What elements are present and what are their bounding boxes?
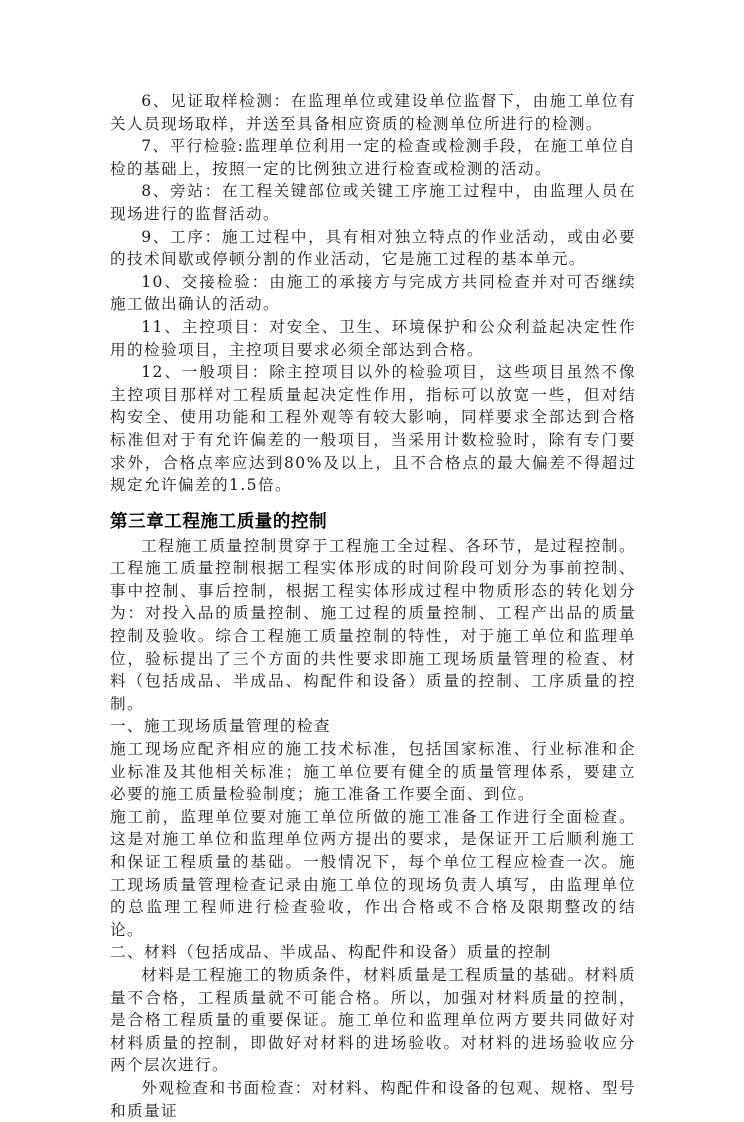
definition-7: 7、平行检验:监理单位利用一定的检查或检测手段，在施工单位自检的基础上，按照一定的比例独立进行检查或检测的活动。 <box>110 137 636 178</box>
definition-10: 10、交接检验：由施工的承接方与完成方共同检查并对可否继续施工做出确认的活动。 <box>110 272 636 314</box>
section-2-title: 二、材料（包括成品、半成品、构配件和设备）质量的控制 <box>110 943 552 962</box>
section-1-title: 一、施工现场质量管理的检查 <box>110 717 331 736</box>
definition-11: 11、主控项目：对安全、卫生、环境保护和公众利益起决定性作用的检验项目，主控项目要求必须全部达到合格。 <box>110 317 636 359</box>
definition-12: 12、一般项目：除主控项目以外的检验项目，这些项目虽然不像主控项目那样对工程质量起决定性作用，指标可以放宽一些，但对结构安全、使用功能和工程外观等有较大影响，同样要求全部达到合格标准但对于有允许偏差的一般项目，当采用计数检验时，除有专门要求外，合格点率应达到80%及以上，且不合格点的最大偏差不得超过规定允许偏差的1.5倍。 <box>110 363 636 495</box>
section-1-paragraph: 施工前，监理单位要对施工单位所做的施工准备工作进行全面检查。这是对施工单位和监理单位两方提出的要求，是保证开工后顺利施工和保证工程质量的基础。一般情况下，每个单位工程应检查一次。施工现场质量管理检查记录由施工单位的现场负责人填写，由监理单位的总监理工程师进行检查验收，作出合格或不合格及限期整改的结论。 <box>110 807 636 939</box>
section-2-paragraph: 外观检查和书面检查：对材料、构配件和设备的包观、规格、型号和质量证 <box>110 1078 636 1120</box>
chapter-intro: 工程施工质量控制贯穿于工程施工全过程、各环节，是过程控制。工程施工质量控制根据工程实体形成的时间阶段可划分为事前控制、事中控制、事后控制，根据工程实体形成过程中物质形态的转化划分为：对投入品的质量控制、施工过程的质量控制、工程产出品的质量控制及验收。综合工程施工质量控制的特性，对于施工单位和监理单位，验标提出了三个方面的共性要求即施工现场质量管理的检查、材料（包括成品、半成品、构配件和设备）质量的控制、工序质量的控制。 <box>110 536 636 713</box>
chapter-title: 第三章工程施工质量的控制 <box>110 511 328 532</box>
section-2-paragraph: 材料是工程施工的物质条件，材料质量是工程质量的基础。材料质量不合格，工程质量就不可能合格。所以，加强对材料质量的控制，是合格工程质量的重要保证。施工单位和监理单位两方要共同做好对材料质量的控制，即做好对材料的进场验收。对材料的进场验收应分两个层次进行。 <box>110 965 636 1075</box>
document-page <box>110 90 636 1122</box>
definition-8: 8、旁站：在工程关键部位或关键工序施工过程中，由监理人员在现场进行的监督活动。 <box>110 182 636 223</box>
definition-9: 9、工序：施工过程中，具有相对独立特点的作业活动，或由必要的技术间歇或停顿分割的作业活动，它是施工过程的基本单元。 <box>110 227 636 269</box>
section-1-paragraph: 施工现场应配齐相应的施工技术标准，包括国家标准、行业标准和企业标准及其他相关标准；施工单位要有健全的质量管理体系，要建立必要的施工质量检验制度；施工准备工作要全面、到位。 <box>110 740 636 804</box>
definition-6: 6、见证取样检测：在监理单位或建设单位监督下，由施工单位有关人员现场取样，并送至具备相应资质的检测单位所进行的检测。 <box>110 92 636 133</box>
